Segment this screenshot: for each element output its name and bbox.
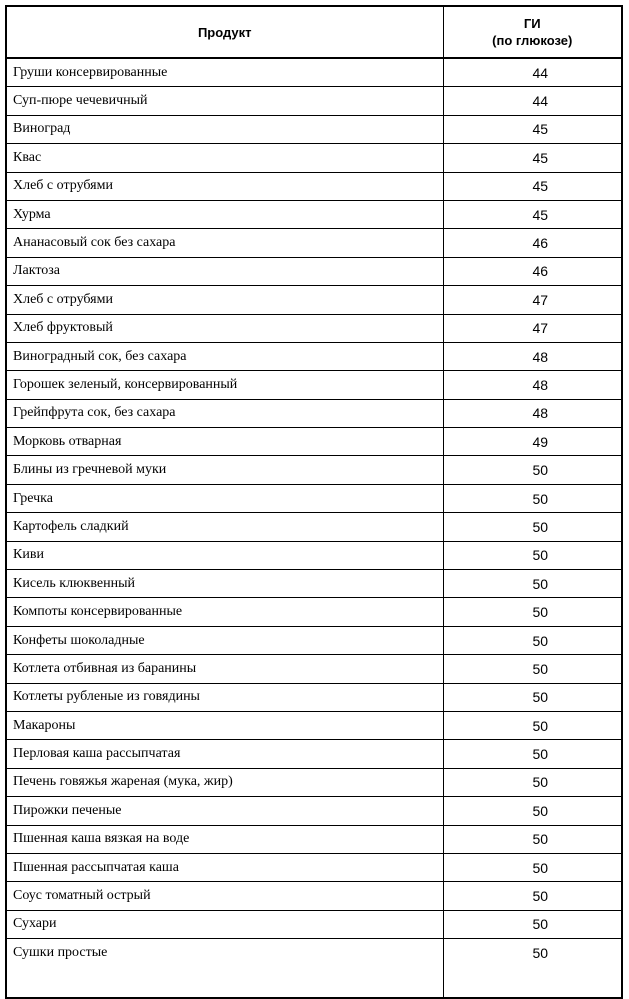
table-row [6,314,622,342]
gi-value-cell: 44 [443,87,622,115]
product-name-cell: Кисель клюквенный [6,570,443,598]
product-name-cell: Виноградный сок, без сахара [6,342,443,370]
table-row [6,797,622,825]
gi-value-cell: 50 [443,939,622,999]
table-row [6,598,622,626]
gi-value-cell: 50 [443,797,622,825]
gi-value-cell: 45 [443,144,622,172]
table-row [6,910,622,938]
product-name-cell: Грейпфрута сок, без сахара [6,399,443,427]
product-name-cell: Киви [6,541,443,569]
table-row [6,87,622,115]
product-name-cell: Хлеб фруктовый [6,314,443,342]
gi-value-cell: 46 [443,229,622,257]
gi-value-cell: 50 [443,683,622,711]
table-row [6,200,622,228]
table-row [6,882,622,910]
gi-column-header [443,6,622,58]
gi-value-cell: 50 [443,484,622,512]
gi-value-cell: 50 [443,768,622,796]
table-row [6,939,622,999]
table-row [6,570,622,598]
table-row [6,825,622,853]
table-row [6,655,622,683]
gi-value-cell: 48 [443,371,622,399]
gi-header-subtitle: (по глюкозе) [492,33,573,48]
glycemic-index-table [5,5,623,999]
product-name-cell: Хурма [6,200,443,228]
product-name-cell: Сухари [6,910,443,938]
gi-value-cell: 48 [443,342,622,370]
gi-value-cell: 47 [443,314,622,342]
gi-value-cell: 50 [443,570,622,598]
product-name-cell: Суп-пюре чечевичный [6,87,443,115]
gi-value-cell: 50 [443,882,622,910]
table-row [6,428,622,456]
table-row [6,626,622,654]
product-name-cell: Сушки простые [6,939,443,999]
product-name-cell: Котлеты рубленые из говядины [6,683,443,711]
table-row [6,286,622,314]
product-name-cell: Гречка [6,484,443,512]
gi-value-cell: 50 [443,456,622,484]
gi-value-cell: 44 [443,58,622,87]
gi-value-cell: 50 [443,598,622,626]
product-name-cell: Ананасовый сок без сахара [6,229,443,257]
product-name-cell: Горошек зеленый, консервированный [6,371,443,399]
product-name-cell: Макароны [6,711,443,739]
table-row [6,456,622,484]
gi-value-cell: 45 [443,115,622,143]
gi-value-cell: 45 [443,172,622,200]
product-name-cell: Соус томатный острый [6,882,443,910]
table-row [6,371,622,399]
table-row [6,115,622,143]
table-row [6,58,622,87]
gi-header-title: ГИ [523,16,541,31]
product-name-cell: Хлеб с отрубями [6,286,443,314]
gi-value-cell: 50 [443,655,622,683]
product-name-cell: Конфеты шоколадные [6,626,443,654]
gi-value-cell: 49 [443,428,622,456]
table-row [6,229,622,257]
gi-value-cell: 48 [443,399,622,427]
table-row [6,541,622,569]
table-row [6,513,622,541]
product-name-cell: Пирожки печеные [6,797,443,825]
product-name-cell: Компоты консервированные [6,598,443,626]
table-row [6,768,622,796]
gi-value-cell: 50 [443,853,622,881]
gi-value-cell: 50 [443,740,622,768]
table-row [6,342,622,370]
gi-value-cell: 45 [443,200,622,228]
gi-value-cell: 47 [443,286,622,314]
product-name-cell: Картофель сладкий [6,513,443,541]
gi-value-cell: 50 [443,910,622,938]
table-row [6,399,622,427]
table-row [6,257,622,285]
table-row [6,711,622,739]
product-column-header: Продукт [6,6,443,58]
product-name-cell: Перловая каша рассыпчатая [6,740,443,768]
table-row [6,172,622,200]
gi-value-cell: 50 [443,513,622,541]
product-name-cell: Хлеб с отрубями [6,172,443,200]
table-row [6,144,622,172]
gi-value-cell: 50 [443,711,622,739]
table-body [6,58,622,998]
table-row [6,740,622,768]
gi-value-cell: 50 [443,541,622,569]
product-name-cell: Котлета отбивная из баранины [6,655,443,683]
product-name-cell: Груши консервированные [6,58,443,87]
product-name-cell: Печень говяжья жареная (мука, жир) [6,768,443,796]
product-name-cell: Квас [6,144,443,172]
product-name-cell: Блины из гречневой муки [6,456,443,484]
table-row [6,484,622,512]
product-name-cell: Лактоза [6,257,443,285]
table-row [6,683,622,711]
product-name-cell: Пшенная рассыпчатая каша [6,853,443,881]
gi-value-cell: 46 [443,257,622,285]
table-row [6,853,622,881]
table-header-row [6,6,622,58]
gi-value-cell: 50 [443,626,622,654]
product-name-cell: Виноград [6,115,443,143]
product-name-cell: Пшенная каша вязкая на воде [6,825,443,853]
product-name-cell: Морковь отварная [6,428,443,456]
gi-value-cell: 50 [443,825,622,853]
